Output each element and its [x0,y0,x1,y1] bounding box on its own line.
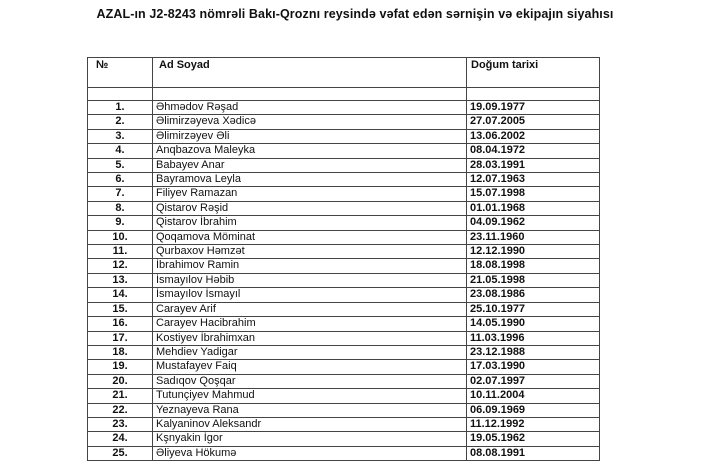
table-row [88,144,600,158]
row-number: 6. [88,173,153,187]
row-full-name: Əhmədov Rəşad [153,101,467,115]
row-full-name: Əliyeva Hökumə [153,446,467,460]
row-full-name: Sadıqov Qoşqar [153,374,467,388]
row-number: 19. [88,360,153,374]
row-full-name: İbrahimov Ramin [153,259,467,273]
row-number: 13. [88,273,153,287]
table-row [88,201,600,215]
row-full-name: Mehdiev Yadigar [153,345,467,359]
table-row [88,403,600,417]
row-number: 21. [88,389,153,403]
document-title: AZAL-ın J2-8243 nömrəli Bakı-Qroznı reysində vəfat edən sərnişin və ekipajın siyahısı [96,7,614,21]
row-number: 23. [88,417,153,431]
row-birth-date: 10.11.2004 [467,389,600,403]
row-number: 12. [88,259,153,273]
row-full-name: Anqbazova Maleyka [153,144,467,158]
table-row [88,345,600,359]
spacer-cell [88,88,153,101]
table-row [88,129,600,143]
table-row [88,187,600,201]
row-birth-date: 04.09.1962 [467,216,600,230]
row-birth-date: 19.09.1977 [467,101,600,115]
table-spacer-row [88,88,600,101]
row-full-name: Əlimirzəyev Əli [153,129,467,143]
row-birth-date: 15.07.1998 [467,187,600,201]
table-row [88,216,600,230]
row-birth-date: 12.07.1963 [467,173,600,187]
table-row [88,245,600,259]
header-birth-date: Doğum tarixi [467,58,600,88]
row-number: 18. [88,345,153,359]
row-birth-date: 08.04.1972 [467,144,600,158]
row-birth-date: 25.10.1977 [467,302,600,316]
spacer-cell [467,88,600,101]
spacer-cell [153,88,467,101]
row-birth-date: 13.06.2002 [467,129,600,143]
row-full-name: Kşnyakin İgor [153,432,467,446]
row-birth-date: 17.03.1990 [467,360,600,374]
table-row [88,288,600,302]
table-header-row [88,58,600,88]
row-full-name: Qoqamova Möminat [153,230,467,244]
table-row [88,317,600,331]
row-number: 8. [88,201,153,215]
table-body [88,88,600,461]
row-birth-date: 01.01.1968 [467,201,600,215]
row-birth-date: 19.05.1962 [467,432,600,446]
row-birth-date: 23.11.1960 [467,230,600,244]
row-birth-date: 21.05.1998 [467,273,600,287]
row-birth-date: 02.07.1997 [467,374,600,388]
table-row [88,432,600,446]
row-full-name: İsmayılov İsmayıl [153,288,467,302]
row-number: 7. [88,187,153,201]
table-row [88,173,600,187]
row-full-name: Bayramova Leyla [153,173,467,187]
row-birth-date: 14.05.1990 [467,317,600,331]
header-full-name: Ad Soyad [153,58,467,88]
row-number: 11. [88,245,153,259]
row-number: 4. [88,144,153,158]
row-birth-date: 23.12.1988 [467,345,600,359]
row-full-name: Qistarov Rəşid [153,201,467,215]
table-row [88,389,600,403]
table-row [88,374,600,388]
table-row [88,101,600,115]
row-full-name: Kostiyev İbrahimxan [153,331,467,345]
row-full-name: Carayev Arif [153,302,467,316]
row-number: 25. [88,446,153,460]
row-full-name: İsmayılov Həbib [153,273,467,287]
row-full-name: Filiyev Ramazan [153,187,467,201]
row-full-name: Əlimirzəyeva Xədicə [153,115,467,129]
header-number: № [88,58,153,88]
row-number: 5. [88,158,153,172]
table-row [88,331,600,345]
row-number: 17. [88,331,153,345]
row-full-name: Tutunçiyev Mahmud [153,389,467,403]
passenger-list-table [87,57,600,461]
row-number: 2. [88,115,153,129]
table-row [88,273,600,287]
row-number: 20. [88,374,153,388]
row-birth-date: 06.09.1969 [467,403,600,417]
row-number: 24. [88,432,153,446]
row-birth-date: 28.03.1991 [467,158,600,172]
row-full-name: Mustafayev Faiq [153,360,467,374]
table-row [88,230,600,244]
row-number: 14. [88,288,153,302]
table-row [88,302,600,316]
row-number: 16. [88,317,153,331]
row-full-name: Babayev Anar [153,158,467,172]
row-number: 9. [88,216,153,230]
row-birth-date: 18.08.1998 [467,259,600,273]
table-row [88,259,600,273]
table-row [88,158,600,172]
row-birth-date: 23.08.1986 [467,288,600,302]
row-full-name: Yeznayeva Rana [153,403,467,417]
table-row [88,446,600,460]
row-birth-date: 08.08.1991 [467,446,600,460]
row-number: 22. [88,403,153,417]
table-row [88,417,600,431]
row-number: 1. [88,101,153,115]
row-birth-date: 11.12.1992 [467,417,600,431]
row-birth-date: 27.07.2005 [467,115,600,129]
row-full-name: Kalyaninov Aleksandr [153,417,467,431]
row-full-name: Qistarov İbrahim [153,216,467,230]
row-full-name: Qurbaxov Həmzət [153,245,467,259]
row-number: 10. [88,230,153,244]
table-row [88,360,600,374]
row-birth-date: 11.03.1996 [467,331,600,345]
row-number: 3. [88,129,153,143]
row-number: 15. [88,302,153,316]
table-row [88,115,600,129]
row-full-name: Carayev Hacibrahim [153,317,467,331]
row-birth-date: 12.12.1990 [467,245,600,259]
